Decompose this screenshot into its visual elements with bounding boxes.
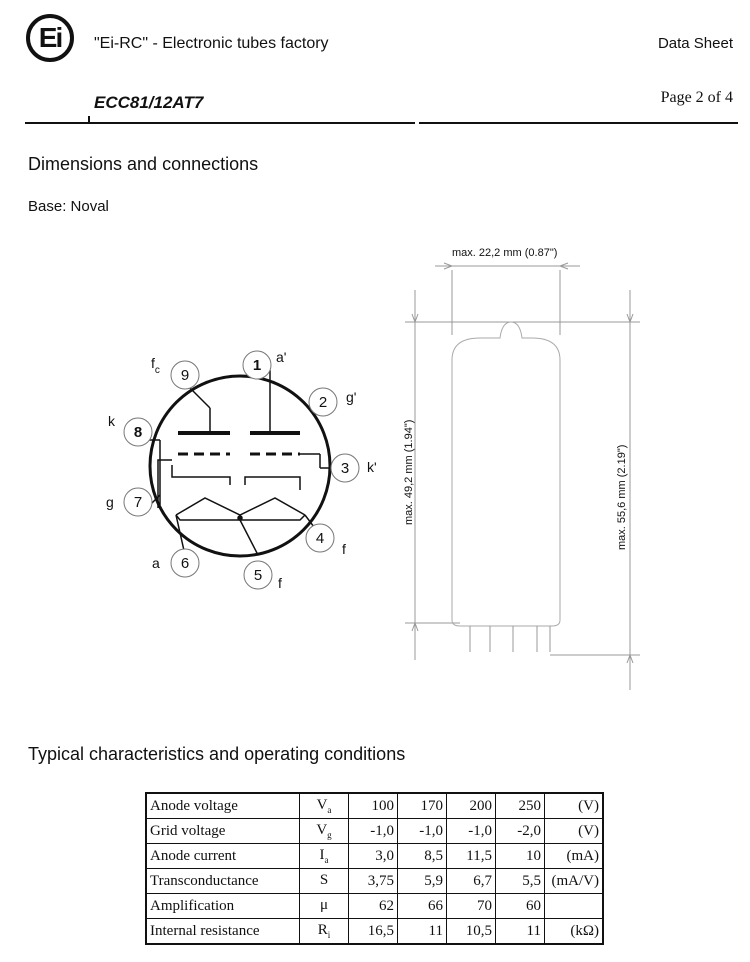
row-value: -1,0 [447, 819, 496, 844]
width-dimension-label: max. 22,2 mm (0.87") [452, 247, 558, 259]
row-value: 8,5 [398, 844, 447, 869]
header-rule-left [25, 122, 415, 124]
pin-4-number: 4 [315, 530, 325, 547]
row-value: 3,0 [349, 844, 398, 869]
row-value: 10,5 [447, 919, 496, 945]
pin-label-a: a [152, 555, 160, 571]
row-label: Anode voltage [146, 793, 300, 819]
table-row [146, 819, 603, 844]
row-symbol: μ [300, 894, 349, 919]
doc-type: Data Sheet [657, 35, 733, 52]
pin-label-g-prime: g' [346, 389, 357, 405]
row-value: 250 [496, 793, 545, 819]
product-title: ECC81/12AT7 [94, 93, 204, 112]
base-type: Base: Noval [28, 198, 109, 215]
row-value: 11,5 [447, 844, 496, 869]
row-value: 16,5 [349, 919, 398, 945]
row-value: 100 [349, 793, 398, 819]
pin-label-g: g [106, 494, 114, 510]
tube-envelope-circle [150, 376, 330, 556]
pinout-diagram [0, 330, 400, 600]
pin-6-number: 6 [180, 555, 190, 572]
row-unit: (V) [545, 819, 604, 844]
row-symbol: S [300, 869, 349, 894]
table-row [146, 793, 603, 819]
pin-1-number: 1 [252, 357, 262, 374]
table-row [146, 869, 603, 894]
pin-label-f5: f [278, 575, 282, 591]
pin-7-number: 7 [133, 494, 143, 511]
tube-outline-drawing [400, 240, 650, 700]
section-title-characteristics: Typical characteristics and operating conditions [28, 744, 406, 764]
row-label: Amplification [146, 894, 300, 919]
pin-5-number: 5 [253, 567, 263, 584]
row-unit: (V) [545, 793, 604, 819]
section-title-dimensions: Dimensions and connections [28, 154, 259, 174]
row-value: 5,9 [398, 869, 447, 894]
header-rule-tick [88, 116, 90, 124]
pin-2-number: 2 [318, 394, 328, 411]
row-symbol: $V_a$ [300, 793, 349, 819]
pin-9-number: 9 [180, 367, 190, 384]
pin-label-k: k [108, 413, 115, 429]
table-row [146, 844, 603, 869]
row-value: 66 [398, 894, 447, 919]
row-value: 10 [496, 844, 545, 869]
row-unit: (kΩ) [545, 919, 604, 945]
row-label: Anode current [146, 844, 300, 869]
pin-label-a-prime: a' [276, 349, 287, 365]
pin-3-number: 3 [340, 460, 350, 477]
pin-label-f4: f [342, 541, 346, 557]
row-value: 170 [398, 793, 447, 819]
pin-8-number: 8 [133, 424, 143, 441]
pin-label-k-prime: k' [367, 459, 377, 475]
row-value: 70 [447, 894, 496, 919]
characteristics-table [145, 792, 604, 945]
row-value: 200 [447, 793, 496, 819]
row-value: 5,5 [496, 869, 545, 894]
row-value: 62 [349, 894, 398, 919]
factory-name: "Ei-RC" - Electronic tubes factory [94, 35, 329, 52]
row-unit [545, 894, 604, 919]
row-symbol: $V_g$ [300, 819, 349, 844]
row-value: 11 [496, 919, 545, 945]
row-value: -1,0 [398, 819, 447, 844]
header-rule-right [419, 122, 738, 124]
row-symbol: $R_i$ [300, 919, 349, 945]
company-logo-text: Ei [38, 22, 62, 53]
row-label: Grid voltage [146, 819, 300, 844]
body-height-label: max. 49,2 mm (1.94") [403, 419, 415, 525]
row-value: 3,75 [349, 869, 398, 894]
pin-label-fc: $f_c$ [151, 355, 160, 376]
row-value: -2,0 [496, 819, 545, 844]
table-row [146, 919, 603, 945]
row-label: Transconductance [146, 869, 300, 894]
row-symbol: $I_a$ [300, 844, 349, 869]
row-value: 60 [496, 894, 545, 919]
row-value: 6,7 [447, 869, 496, 894]
table-row [146, 894, 603, 919]
row-value: -1,0 [349, 819, 398, 844]
row-value: 11 [398, 919, 447, 945]
row-unit: (mA) [545, 844, 604, 869]
page-number: Page 2 of 4 [660, 89, 733, 106]
row-unit: (mA/V) [545, 869, 604, 894]
total-height-label: max. 55,6 mm (2.19") [616, 444, 628, 550]
row-label: Internal resistance [146, 919, 300, 945]
